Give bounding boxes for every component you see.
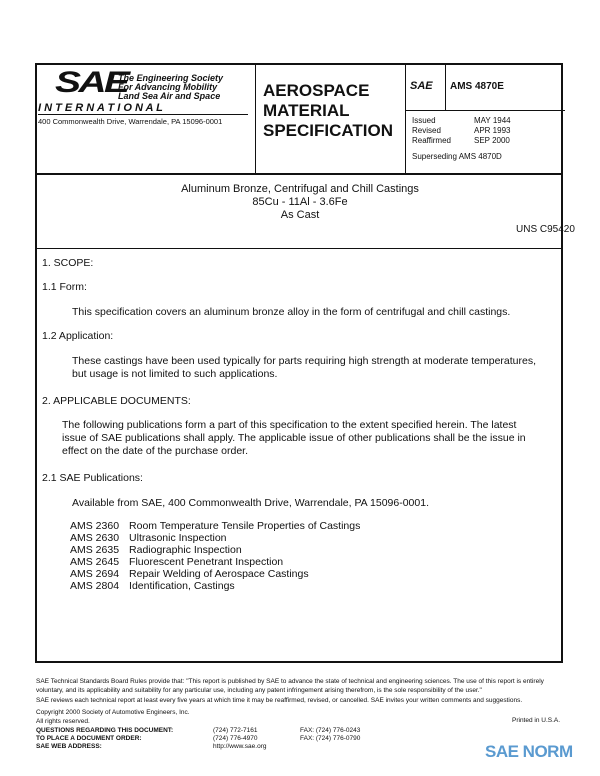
sae-logo: SAE xyxy=(55,66,128,99)
divider xyxy=(405,65,406,174)
paragraph: This specification covers an aluminum bronze alloy in the form of centrifugal and chill castings. xyxy=(72,306,511,318)
review-text: SAE reviews each technical report at least every five years at which time it may be reaffirmed, revised, or cancelled. SAE invites your written comments and suggestions. xyxy=(36,697,523,704)
publications-list xyxy=(70,520,370,592)
uns-number: UNS C95420 xyxy=(516,224,575,235)
superseding: Superseding AMS 4870D xyxy=(412,152,502,161)
publication-row xyxy=(70,544,370,556)
spec-title: AEROSPACE MATERIAL SPECIFICATION xyxy=(263,81,394,140)
publication-row xyxy=(70,568,370,580)
document-title: Aluminum Bronze, Centrifugal and Chill Castings 85Cu - 11Al - 3.6Fe As Cast xyxy=(181,183,419,221)
pub-number: AMS 2645 xyxy=(70,556,120,568)
contact-phones: (724) 772-7161 (724) 776-4970 http://www.sae.org xyxy=(213,727,267,750)
pub-number: AMS 2630 xyxy=(70,532,120,544)
publication-row xyxy=(70,520,370,532)
divider xyxy=(405,110,565,111)
pub-title: Radiographic Inspection xyxy=(129,544,242,556)
international: I N T E R N A T I O N A L xyxy=(38,102,163,114)
divider xyxy=(37,248,563,249)
paragraph: Available from SAE, 400 Commonwealth Drive, Warrendale, PA 15096-0001. xyxy=(72,497,429,509)
section-heading: 2.1 SAE Publications: xyxy=(42,472,143,484)
section-heading: 1.2 Application: xyxy=(42,330,114,342)
tagline: The Engineering Society For Advancing Mobility Land Sea Air and Space xyxy=(118,73,224,101)
divider xyxy=(445,65,446,110)
dates: Issued MAY 1944 Revised APR 1993 Reaffirmed SEP 2000 xyxy=(412,116,511,145)
pub-title: Fluorescent Penetrant Inspection xyxy=(129,556,284,568)
divider xyxy=(37,173,563,175)
pub-title: Repair Welding of Aerospace Castings xyxy=(129,568,309,580)
pub-title: Ultrasonic Inspection xyxy=(129,532,227,544)
section-heading: 2. APPLICABLE DOCUMENTS: xyxy=(42,395,191,407)
section-heading: 1.1 Form: xyxy=(42,281,87,293)
paragraph: The following publications form a part of this specification to the extent specified herein. The latest issue of SAE publications shall apply. The applicable issue of other publications shall be the issue in effect on the date of the purchase order. xyxy=(62,419,526,457)
sae-mark: SAE xyxy=(410,80,433,92)
pub-number: AMS 2804 xyxy=(70,580,120,592)
divider xyxy=(38,114,248,115)
section-heading: 1. SCOPE: xyxy=(42,257,94,269)
publication-row xyxy=(70,556,370,568)
policy-text: SAE Technical Standards Board Rules provide that: "This report is published by SAE to advance the state of technical and engineering sciences. The use of this report is entirely voluntary, and its applicability and suitability for any particular use, including any patent infringement arising therefrom, is the sole responsibility of the user." xyxy=(36,678,544,694)
copyright: Copyright 2000 Society of Automotive Engineers, Inc. All rights reserved. xyxy=(36,709,190,725)
pub-number: AMS 2694 xyxy=(70,568,120,580)
paragraph: These castings have been used typically for parts requiring high strength at moderate temperatures, but usage is not limited to such applications. xyxy=(72,355,537,380)
doc-number: AMS 4870E xyxy=(450,81,504,92)
address: 400 Commonwealth Drive, Warrendale, PA 15096-0001 xyxy=(38,117,223,126)
printed: Printed in U.S.A. xyxy=(512,717,561,724)
pub-number: AMS 2635 xyxy=(70,544,120,556)
contact-fax: FAX: (724) 776-0243 FAX: (724) 776-0790 xyxy=(300,727,361,742)
sae-norm-watermark: SAE NORM xyxy=(485,742,573,761)
pub-number: AMS 2360 xyxy=(70,520,120,532)
publication-row xyxy=(70,580,370,592)
divider xyxy=(255,65,256,174)
pub-title: Room Temperature Tensile Properties of Castings xyxy=(129,520,361,532)
pub-title: Identification, Castings xyxy=(129,580,235,592)
publication-row xyxy=(70,532,370,544)
contact-labels: QUESTIONS REGARDING THIS DOCUMENT: TO PLACE A DOCUMENT ORDER: SAE WEB ADDRESS: xyxy=(36,727,174,750)
